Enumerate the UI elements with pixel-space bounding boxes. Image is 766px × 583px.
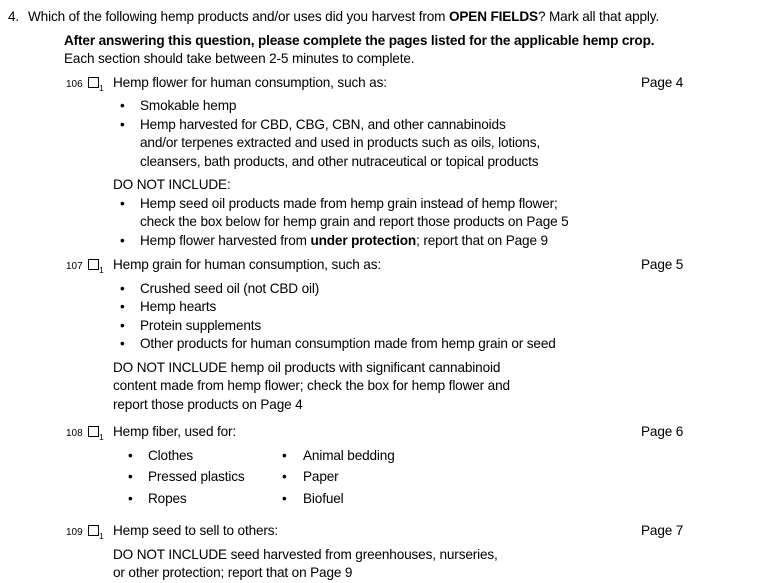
- bullet-text: [140, 195, 766, 232]
- bullet-line: [140, 153, 766, 172]
- bullet-item: [8, 195, 766, 232]
- item-checkbox[interactable]: [88, 522, 113, 546]
- question-text: [28, 8, 766, 27]
- text-segment: Hemp harvested for CBD, CBG, CBN, and other cannabinoids: [140, 116, 506, 132]
- bullet-line: [140, 317, 766, 336]
- bullet-text: Biofuel: [303, 490, 344, 506]
- bullet-item: [8, 335, 766, 354]
- checkbox-subscript: 1: [99, 432, 104, 442]
- text-segment: Hemp flower harvested from: [140, 232, 311, 248]
- bullet-text: [140, 116, 766, 172]
- page-reference: Page 6: [641, 424, 684, 439]
- bullet-text: [140, 280, 766, 299]
- checkbox-subscript: 1: [99, 82, 104, 93]
- page-reference: Page 4: [641, 74, 684, 90]
- question-item-108: [8, 423, 766, 508]
- bullet-item: [8, 97, 766, 116]
- note-line: [113, 176, 766, 195]
- bullet-line: [140, 97, 766, 116]
- text-segment: cleansers, bath products, and other nutraceutical or topical products: [140, 153, 539, 169]
- bullet-column-row: [8, 468, 766, 487]
- bullet-icon: •: [120, 195, 125, 211]
- bullet-item: [8, 317, 766, 336]
- bullet-line: [140, 280, 766, 299]
- item-code: 109: [66, 527, 83, 538]
- bullet-text: Animal bedding: [303, 447, 395, 463]
- bullet-item: [8, 298, 766, 317]
- item-header: [8, 74, 766, 98]
- question-item-106: [8, 74, 766, 251]
- bullet-icon: •: [120, 232, 125, 248]
- bullet-text: Paper: [303, 469, 339, 484]
- page-reference: Page 5: [641, 257, 684, 272]
- text-segment: Protein supplements: [140, 317, 262, 333]
- bullet-column-row: [8, 447, 766, 466]
- item-list: [8, 74, 766, 583]
- text-segment: Which of the following hemp products and/or uses did you harvest from: [28, 9, 449, 24]
- bullet-icon: •: [120, 280, 125, 296]
- text-segment: DO NOT INCLUDE hemp oil products with significant cannabinoid: [113, 359, 501, 375]
- bullet-icon: •: [120, 317, 125, 333]
- bullet-icon: •: [128, 469, 133, 484]
- text-segment: under protection: [310, 232, 417, 248]
- question-row: [8, 8, 766, 27]
- text-segment: Other products for human consumption made from hemp grain or seed: [140, 336, 556, 351]
- note-paragraph: [8, 176, 766, 195]
- bullet-icon: •: [120, 299, 125, 314]
- text-segment: DO NOT INCLUDE seed harvested from greenhouses, nurseries,: [113, 546, 498, 562]
- text-segment: DO NOT INCLUDE:: [113, 177, 231, 192]
- checkbox-subscript: 1: [99, 531, 104, 541]
- text-segment: ? Mark all that apply.: [537, 9, 660, 24]
- bullet-text: Clothes: [148, 447, 194, 463]
- note-paragraph: [8, 359, 766, 415]
- question-item-107: [8, 256, 766, 414]
- bullet-icon: •: [128, 490, 133, 506]
- note-line: [113, 359, 766, 378]
- item-label: Hemp flower for human consumption, such as:: [113, 74, 387, 90]
- bullet-text: Ropes: [148, 490, 187, 506]
- text-segment: Smokable hemp: [140, 98, 237, 113]
- item-checkbox[interactable]: [88, 256, 113, 280]
- bullet-icon: •: [120, 336, 125, 351]
- note-line: [113, 377, 766, 396]
- checkbox-icon[interactable]: [88, 259, 99, 270]
- item-label: Hemp grain for human consumption, such as:: [113, 257, 381, 272]
- bullet-item: [8, 232, 766, 251]
- text-segment: or other protection; report that on Page 9: [113, 565, 353, 580]
- text-segment: OPEN FIELDS: [448, 9, 538, 24]
- checkbox-icon[interactable]: [88, 525, 99, 536]
- note-line: [113, 546, 766, 565]
- instruction-note: Each section should take between 2-5 minutes to complete.: [64, 51, 415, 66]
- note-paragraph: [8, 546, 766, 583]
- bullet-text: [140, 298, 766, 317]
- item-code: 106: [66, 78, 83, 90]
- text-segment: and/or terpenes extracted and used in products such as oils, lotions,: [140, 135, 540, 150]
- bullet-icon: •: [120, 98, 125, 113]
- item-header: [8, 522, 766, 546]
- checkbox-icon[interactable]: [88, 426, 99, 437]
- note-line: [113, 564, 766, 583]
- bullet-text: [140, 232, 766, 251]
- bullet-line: [140, 213, 766, 232]
- question-item-109: [8, 522, 766, 583]
- bullet-line: [140, 195, 766, 214]
- bullet-line: [140, 298, 766, 317]
- bullet-line: [140, 335, 766, 354]
- bullet-text: [140, 317, 766, 336]
- bullet-item: [8, 280, 766, 299]
- bullet-line: [140, 134, 766, 153]
- item-label: Hemp fiber, used for:: [113, 424, 237, 439]
- bullet-text: Pressed plastics: [148, 469, 245, 484]
- text-segment: content made from hemp flower; check the box for hemp flower and: [113, 378, 510, 393]
- text-segment: ; report that on Page 9: [416, 232, 548, 248]
- item-header: [8, 423, 766, 447]
- text-segment: Hemp hearts: [140, 299, 217, 314]
- bullet-text: [140, 335, 766, 354]
- question-number: 4.: [8, 9, 20, 24]
- bullet-text: [140, 97, 766, 116]
- bullet-line: [140, 116, 766, 135]
- item-checkbox[interactable]: [88, 74, 113, 98]
- checkbox-subscript: 1: [99, 265, 104, 275]
- item-checkbox[interactable]: [88, 423, 113, 447]
- text-segment: report those products on Page 4: [113, 396, 303, 412]
- note-line: [113, 396, 766, 415]
- checkbox-icon[interactable]: [88, 77, 99, 88]
- text-segment: Crushed seed oil (not CBD oil): [140, 280, 320, 296]
- bullet-item: [8, 116, 766, 172]
- bullet-icon: •: [282, 447, 287, 463]
- bullet-icon: •: [120, 116, 125, 132]
- text-segment: check the box below for hemp grain and report those products on Page 5: [140, 214, 569, 229]
- text-segment: Hemp seed oil products made from hemp grain instead of hemp flower;: [140, 195, 558, 211]
- bullet-icon: •: [128, 447, 133, 463]
- bullet-icon: •: [282, 469, 287, 484]
- bullet-column-row: [8, 490, 766, 509]
- page-reference: Page 7: [641, 523, 684, 538]
- item-label: Hemp seed to sell to others:: [113, 523, 279, 538]
- instruction-bold: After answering this question, please complete the pages listed for the applicable hemp crop.: [64, 32, 655, 48]
- item-code: 107: [66, 261, 83, 272]
- item-code: 108: [66, 428, 83, 439]
- item-header: [8, 256, 766, 280]
- instruction-block: [64, 32, 766, 69]
- bullet-line: [140, 232, 766, 251]
- bullet-icon: •: [282, 490, 287, 506]
